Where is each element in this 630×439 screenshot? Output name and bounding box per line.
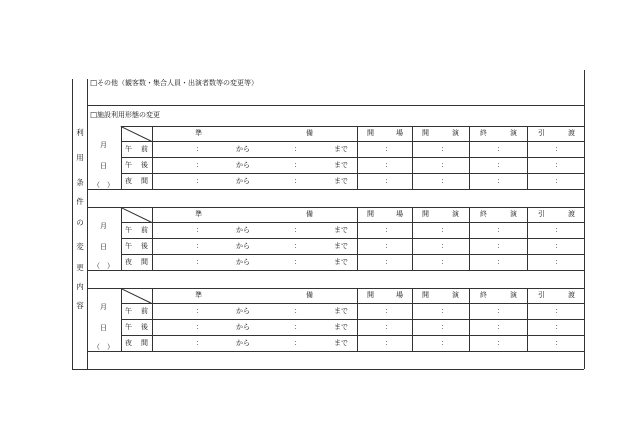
period-label: 午 — [125, 161, 132, 169]
time-colon: ： — [196, 323, 203, 331]
form-left-border — [72, 79, 73, 369]
period-label: 午 — [125, 323, 132, 331]
until-label: まで — [334, 161, 348, 169]
from-label: から — [236, 307, 250, 315]
header-end-char: 演 — [510, 129, 517, 137]
header-open-char: 場 — [396, 291, 403, 299]
header-end-char: 演 — [510, 291, 517, 299]
period-label: 夜 — [125, 177, 132, 185]
from-label: から — [236, 177, 250, 185]
date-month-label: 月 — [100, 141, 107, 149]
time-colon: ： — [555, 177, 562, 185]
header-handover-char: 引 — [538, 291, 545, 299]
time-colon: ： — [441, 323, 448, 331]
time-colon: ： — [441, 339, 448, 347]
from-label: から — [236, 226, 250, 234]
time-colon: ： — [555, 226, 562, 234]
header-diagonal — [121, 288, 152, 304]
date-month-label: 月 — [100, 222, 107, 230]
time-colon: ： — [294, 339, 301, 347]
time-colon: ： — [196, 258, 203, 266]
header-end-char: 終 — [480, 129, 487, 137]
time-colon: ： — [497, 226, 504, 234]
other-option-label: その他（観客数・集合人員・出演者数等の変更等） — [97, 79, 258, 87]
time-colon: ： — [196, 145, 203, 153]
date-month-label: 月 — [100, 303, 107, 311]
header-open-char: 開 — [367, 291, 374, 299]
time-colon: ： — [294, 307, 301, 315]
time-colon: ： — [497, 177, 504, 185]
time-col-line — [357, 207, 358, 270]
row-line — [121, 254, 584, 255]
time-col-line — [412, 288, 413, 351]
time-col-line — [527, 126, 528, 189]
period-label: 午 — [125, 226, 132, 234]
until-label: まで — [334, 258, 348, 266]
time-colon: ： — [294, 161, 301, 169]
block-top-line — [121, 288, 584, 289]
date-day-label: 日 — [100, 162, 107, 170]
header-perform-char: 演 — [452, 129, 459, 137]
period-label: 午 — [125, 242, 132, 250]
header-perform-char: 開 — [422, 129, 429, 137]
time-col-line — [357, 288, 358, 351]
time-colon: ： — [441, 145, 448, 153]
date-col-line — [121, 207, 122, 270]
header-prep-char: 備 — [306, 210, 313, 218]
time-colon: ： — [385, 307, 392, 315]
time-colon: ： — [441, 307, 448, 315]
side-label-char: 更 — [76, 263, 84, 272]
time-colon: ： — [196, 177, 203, 185]
from-label: から — [236, 145, 250, 153]
header-open-char: 開 — [367, 210, 374, 218]
header-perform-char: 演 — [452, 291, 459, 299]
time-colon: ： — [294, 258, 301, 266]
time-colon: ： — [497, 307, 504, 315]
header-bottom-line — [121, 222, 584, 223]
time-colon: ： — [196, 307, 203, 315]
time-colon: ： — [385, 242, 392, 250]
header-perform-char: 開 — [422, 210, 429, 218]
row-line — [121, 157, 584, 158]
period-col-line — [152, 126, 153, 189]
time-colon: ： — [441, 258, 448, 266]
until-label: まで — [334, 307, 348, 315]
header-prep-char: 準 — [195, 291, 202, 299]
time-colon: ： — [441, 177, 448, 185]
side-label-char: 容 — [76, 301, 84, 310]
header-open-char: 開 — [367, 129, 374, 137]
row-line — [121, 319, 584, 320]
until-label: まで — [334, 242, 348, 250]
time-colon: ： — [294, 242, 301, 250]
from-label: から — [236, 339, 250, 347]
time-colon: ： — [385, 258, 392, 266]
time-col-line — [412, 126, 413, 189]
header-diagonal — [121, 207, 152, 223]
block-end-line — [87, 351, 584, 352]
time-colon: ： — [441, 161, 448, 169]
header-diagonal — [121, 126, 152, 142]
header-prep-char: 備 — [306, 291, 313, 299]
time-col-line — [412, 207, 413, 270]
time-colon: ： — [385, 339, 392, 347]
period-label: 間 — [141, 177, 148, 185]
time-colon: ： — [555, 307, 562, 315]
side-label-border — [87, 79, 88, 369]
header-open-char: 場 — [396, 210, 403, 218]
other-option-divider — [87, 105, 584, 106]
time-col-line — [469, 288, 470, 351]
period-col-line — [152, 207, 153, 270]
period-label: 前 — [141, 226, 148, 234]
block-end-line — [87, 189, 584, 190]
time-col-line — [527, 288, 528, 351]
time-colon: ： — [385, 323, 392, 331]
block-top-line — [121, 207, 584, 208]
time-colon: ： — [196, 339, 203, 347]
time-col-line — [527, 207, 528, 270]
side-label-char: 利 — [76, 128, 84, 137]
period-label: 前 — [141, 307, 148, 315]
period-label: 午 — [125, 307, 132, 315]
period-label: 後 — [141, 323, 148, 331]
time-colon: ： — [385, 177, 392, 185]
block-end-line — [87, 270, 584, 271]
time-colon: ： — [294, 177, 301, 185]
date-paren-label: （ ） — [93, 181, 114, 189]
header-bottom-line — [121, 303, 584, 304]
time-colon: ： — [441, 226, 448, 234]
header-bottom-line — [121, 141, 584, 142]
period-label: 夜 — [125, 339, 132, 347]
side-label-char: 用 — [76, 153, 84, 162]
header-handover-char: 渡 — [568, 129, 575, 137]
time-colon: ： — [497, 258, 504, 266]
facility-checkbox: ☐ — [90, 111, 98, 120]
header-prep-char: 準 — [195, 129, 202, 137]
row-line — [121, 335, 584, 336]
period-col-line — [152, 288, 153, 351]
facility-option-label: 施設利用形態の変更 — [97, 111, 160, 119]
time-colon: ： — [441, 242, 448, 250]
time-colon: ： — [497, 323, 504, 331]
header-prep-char: 備 — [306, 129, 313, 137]
time-colon: ： — [555, 258, 562, 266]
from-label: から — [236, 161, 250, 169]
header-prep-char: 準 — [195, 210, 202, 218]
header-end-char: 終 — [480, 291, 487, 299]
form-bottom-border — [72, 369, 584, 370]
until-label: まで — [334, 323, 348, 331]
form-right-border — [584, 70, 585, 369]
from-label: から — [236, 258, 250, 266]
block-top-line — [121, 126, 584, 127]
until-label: まで — [334, 339, 348, 347]
time-col-line — [469, 126, 470, 189]
time-colon: ： — [294, 226, 301, 234]
time-colon: ： — [497, 145, 504, 153]
header-handover-char: 引 — [538, 210, 545, 218]
date-paren-label: （ ） — [93, 343, 114, 351]
time-colon: ： — [196, 226, 203, 234]
time-colon: ： — [385, 161, 392, 169]
header-end-char: 終 — [480, 210, 487, 218]
until-label: まで — [334, 177, 348, 185]
period-label: 前 — [141, 145, 148, 153]
header-open-char: 場 — [396, 129, 403, 137]
date-paren-label: （ ） — [93, 262, 114, 270]
side-label-char: 条 — [76, 178, 84, 187]
time-colon: ： — [555, 161, 562, 169]
row-line — [121, 238, 584, 239]
period-label: 間 — [141, 258, 148, 266]
time-colon: ： — [555, 323, 562, 331]
time-col-line — [469, 207, 470, 270]
time-colon: ： — [497, 339, 504, 347]
side-label-char: の — [76, 218, 84, 227]
row-line — [121, 173, 584, 174]
from-label: から — [236, 242, 250, 250]
side-label-char: 変 — [76, 242, 84, 251]
header-end-char: 演 — [510, 210, 517, 218]
header-handover-char: 引 — [538, 129, 545, 137]
time-colon: ： — [497, 242, 504, 250]
other-checkbox: ☐ — [90, 79, 98, 88]
period-label: 後 — [141, 161, 148, 169]
time-colon: ： — [294, 145, 301, 153]
until-label: まで — [334, 145, 348, 153]
period-label: 間 — [141, 339, 148, 347]
time-colon: ： — [385, 145, 392, 153]
period-label: 夜 — [125, 258, 132, 266]
side-label-char: 内 — [76, 282, 84, 291]
until-label: まで — [334, 226, 348, 234]
time-colon: ： — [196, 161, 203, 169]
date-col-line — [121, 288, 122, 351]
side-label-char: 件 — [76, 197, 84, 206]
time-colon: ： — [385, 226, 392, 234]
date-day-label: 日 — [100, 243, 107, 251]
date-col-line — [121, 126, 122, 189]
time-colon: ： — [196, 242, 203, 250]
time-col-line — [357, 126, 358, 189]
time-colon: ： — [497, 161, 504, 169]
time-colon: ： — [294, 323, 301, 331]
from-label: から — [236, 323, 250, 331]
time-colon: ： — [555, 242, 562, 250]
time-colon: ： — [555, 145, 562, 153]
date-day-label: 日 — [100, 324, 107, 332]
period-label: 午 — [125, 145, 132, 153]
header-handover-char: 渡 — [568, 210, 575, 218]
period-label: 後 — [141, 242, 148, 250]
header-handover-char: 渡 — [568, 291, 575, 299]
time-colon: ： — [555, 339, 562, 347]
header-perform-char: 演 — [452, 210, 459, 218]
header-perform-char: 開 — [422, 291, 429, 299]
